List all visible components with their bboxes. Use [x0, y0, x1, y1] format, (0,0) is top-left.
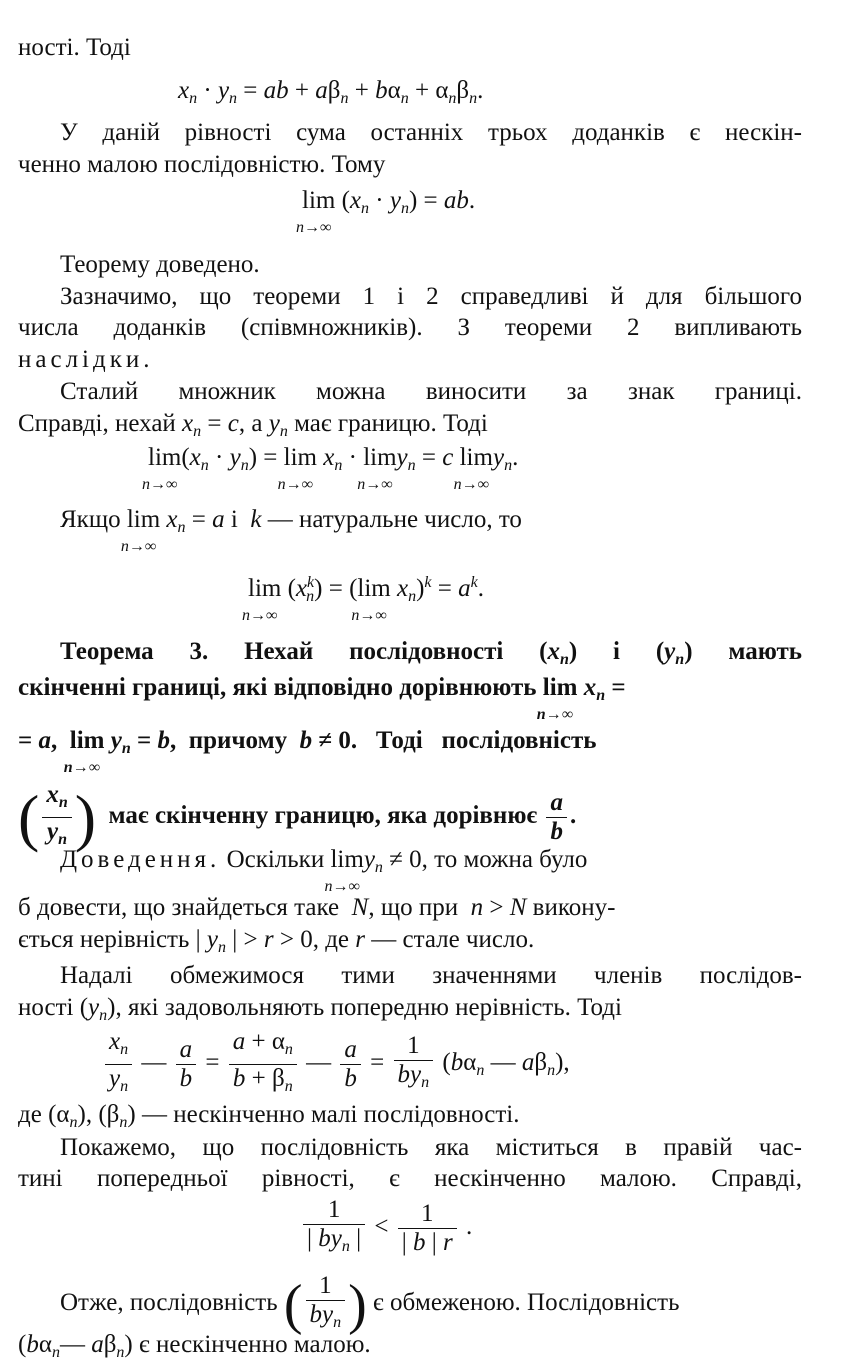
text-line: Покажемо, що послідовність яка міститься в правій час-	[60, 1134, 802, 1161]
text-line: де $(\alpha_n)$, $(\beta_n)$ — нескінченно малі послідовності.	[18, 1101, 520, 1131]
theorem-line: ( $\frac{x_n}{y_n}$ ) має скінченну границю, яка дорівнює $\frac{a}{b}$ .	[18, 781, 577, 853]
text-line: Зазначимо, що теореми 1 і 2 справедливі й для більшого	[60, 283, 802, 310]
text-line: Надалі обмежимося тими значеннями членів послідов-	[60, 962, 802, 989]
text-line: ності $(y_n)$, які задовольняють попередню нерівність. Тоді	[18, 994, 622, 1024]
theorem-line: = a, lim n→∞ $y_n = b$, причому b ≠ 0. Тоді послідовність	[18, 727, 597, 776]
text-line: Теорему доведено.	[60, 251, 260, 278]
text-line: Сталий множник можна виносити за знак границі.	[60, 378, 802, 405]
equation-product-expansion: $x_n \cdot y_n$ = ab + $a\beta_n + b\alpha_n + \alpha_n\beta_n$.	[178, 77, 484, 107]
text-line: Справді, нехай $x_n = c$, а $y_n$ має границю. Тоді	[18, 410, 488, 440]
theorem-line: Теорема 3. Нехай послідовності $(x_n)$ і $(y_n)$ мають	[60, 638, 802, 668]
text-line: У даній рівності сума останніх трьох доданків є нескін-	[60, 119, 802, 146]
text-line: ченно малою послідовністю. Тому	[18, 151, 386, 178]
equation-constant-factor: lim n→∞ $(x_n \cdot y_n) = \lim$ n→∞ $x_n \cdot \lim$ n→∞ $y_n = c$ lim n→∞ $y_n$.	[142, 444, 519, 493]
text-line: тині попередньої рівності, є нескінченно малою. Справді,	[18, 1165, 802, 1192]
theorem-line: скінченні границі, які відповідно дорівнюють lim n→∞ $x_n$ =	[18, 674, 626, 723]
text-line: ється нерівність | $y_n$ | > r > 0, де r — стале число.	[18, 926, 535, 956]
text-line: б довести, що знайдеться таке N, що при n > N викону-	[18, 894, 616, 921]
text-line-spaced: наслідки.	[18, 346, 154, 373]
equation-power-limit: lim n→∞ $(x^k_n) = (\lim$ n→∞ $x_n)^k = a^k$.	[242, 574, 484, 624]
equation-quotient-difference: $\frac{x_n}{y_n}$ — $\frac{a}{b}$ = $\frac{a + \alpha_n}{b + \beta_n}$ — $\frac{a}{b}$ = $\frac{1}{by_n}$ ($b\alpha_n$ — $a\beta_n$),	[102, 1028, 570, 1101]
text-line: Якщо lim n→∞ $x_n = a$ і k — натуральне число, то	[60, 506, 522, 555]
equation-bound-inequality: $\frac{1}{| by_n |}$ < $\frac{1}{| b | r}$ .	[300, 1196, 472, 1261]
text-line: Отже, послідовність ( $\frac{1}{by_n}$ ) є обмеженою. Послідовність	[60, 1272, 680, 1336]
text-line: ності. Тоді	[18, 34, 131, 61]
text-line: ($b\alpha_n—$ $a\beta_n$) є нескінченно малою.	[18, 1331, 371, 1361]
text-line: числа доданків (співмножників). З теореми 2 випливають	[18, 314, 802, 341]
equation-limit-product: lim n→∞ $(x_n \cdot y_n)$ = ab.	[296, 187, 476, 236]
text-line: Доведення. Оскільки lim n→∞ $y_n \ne 0$, то можна було	[60, 846, 588, 895]
